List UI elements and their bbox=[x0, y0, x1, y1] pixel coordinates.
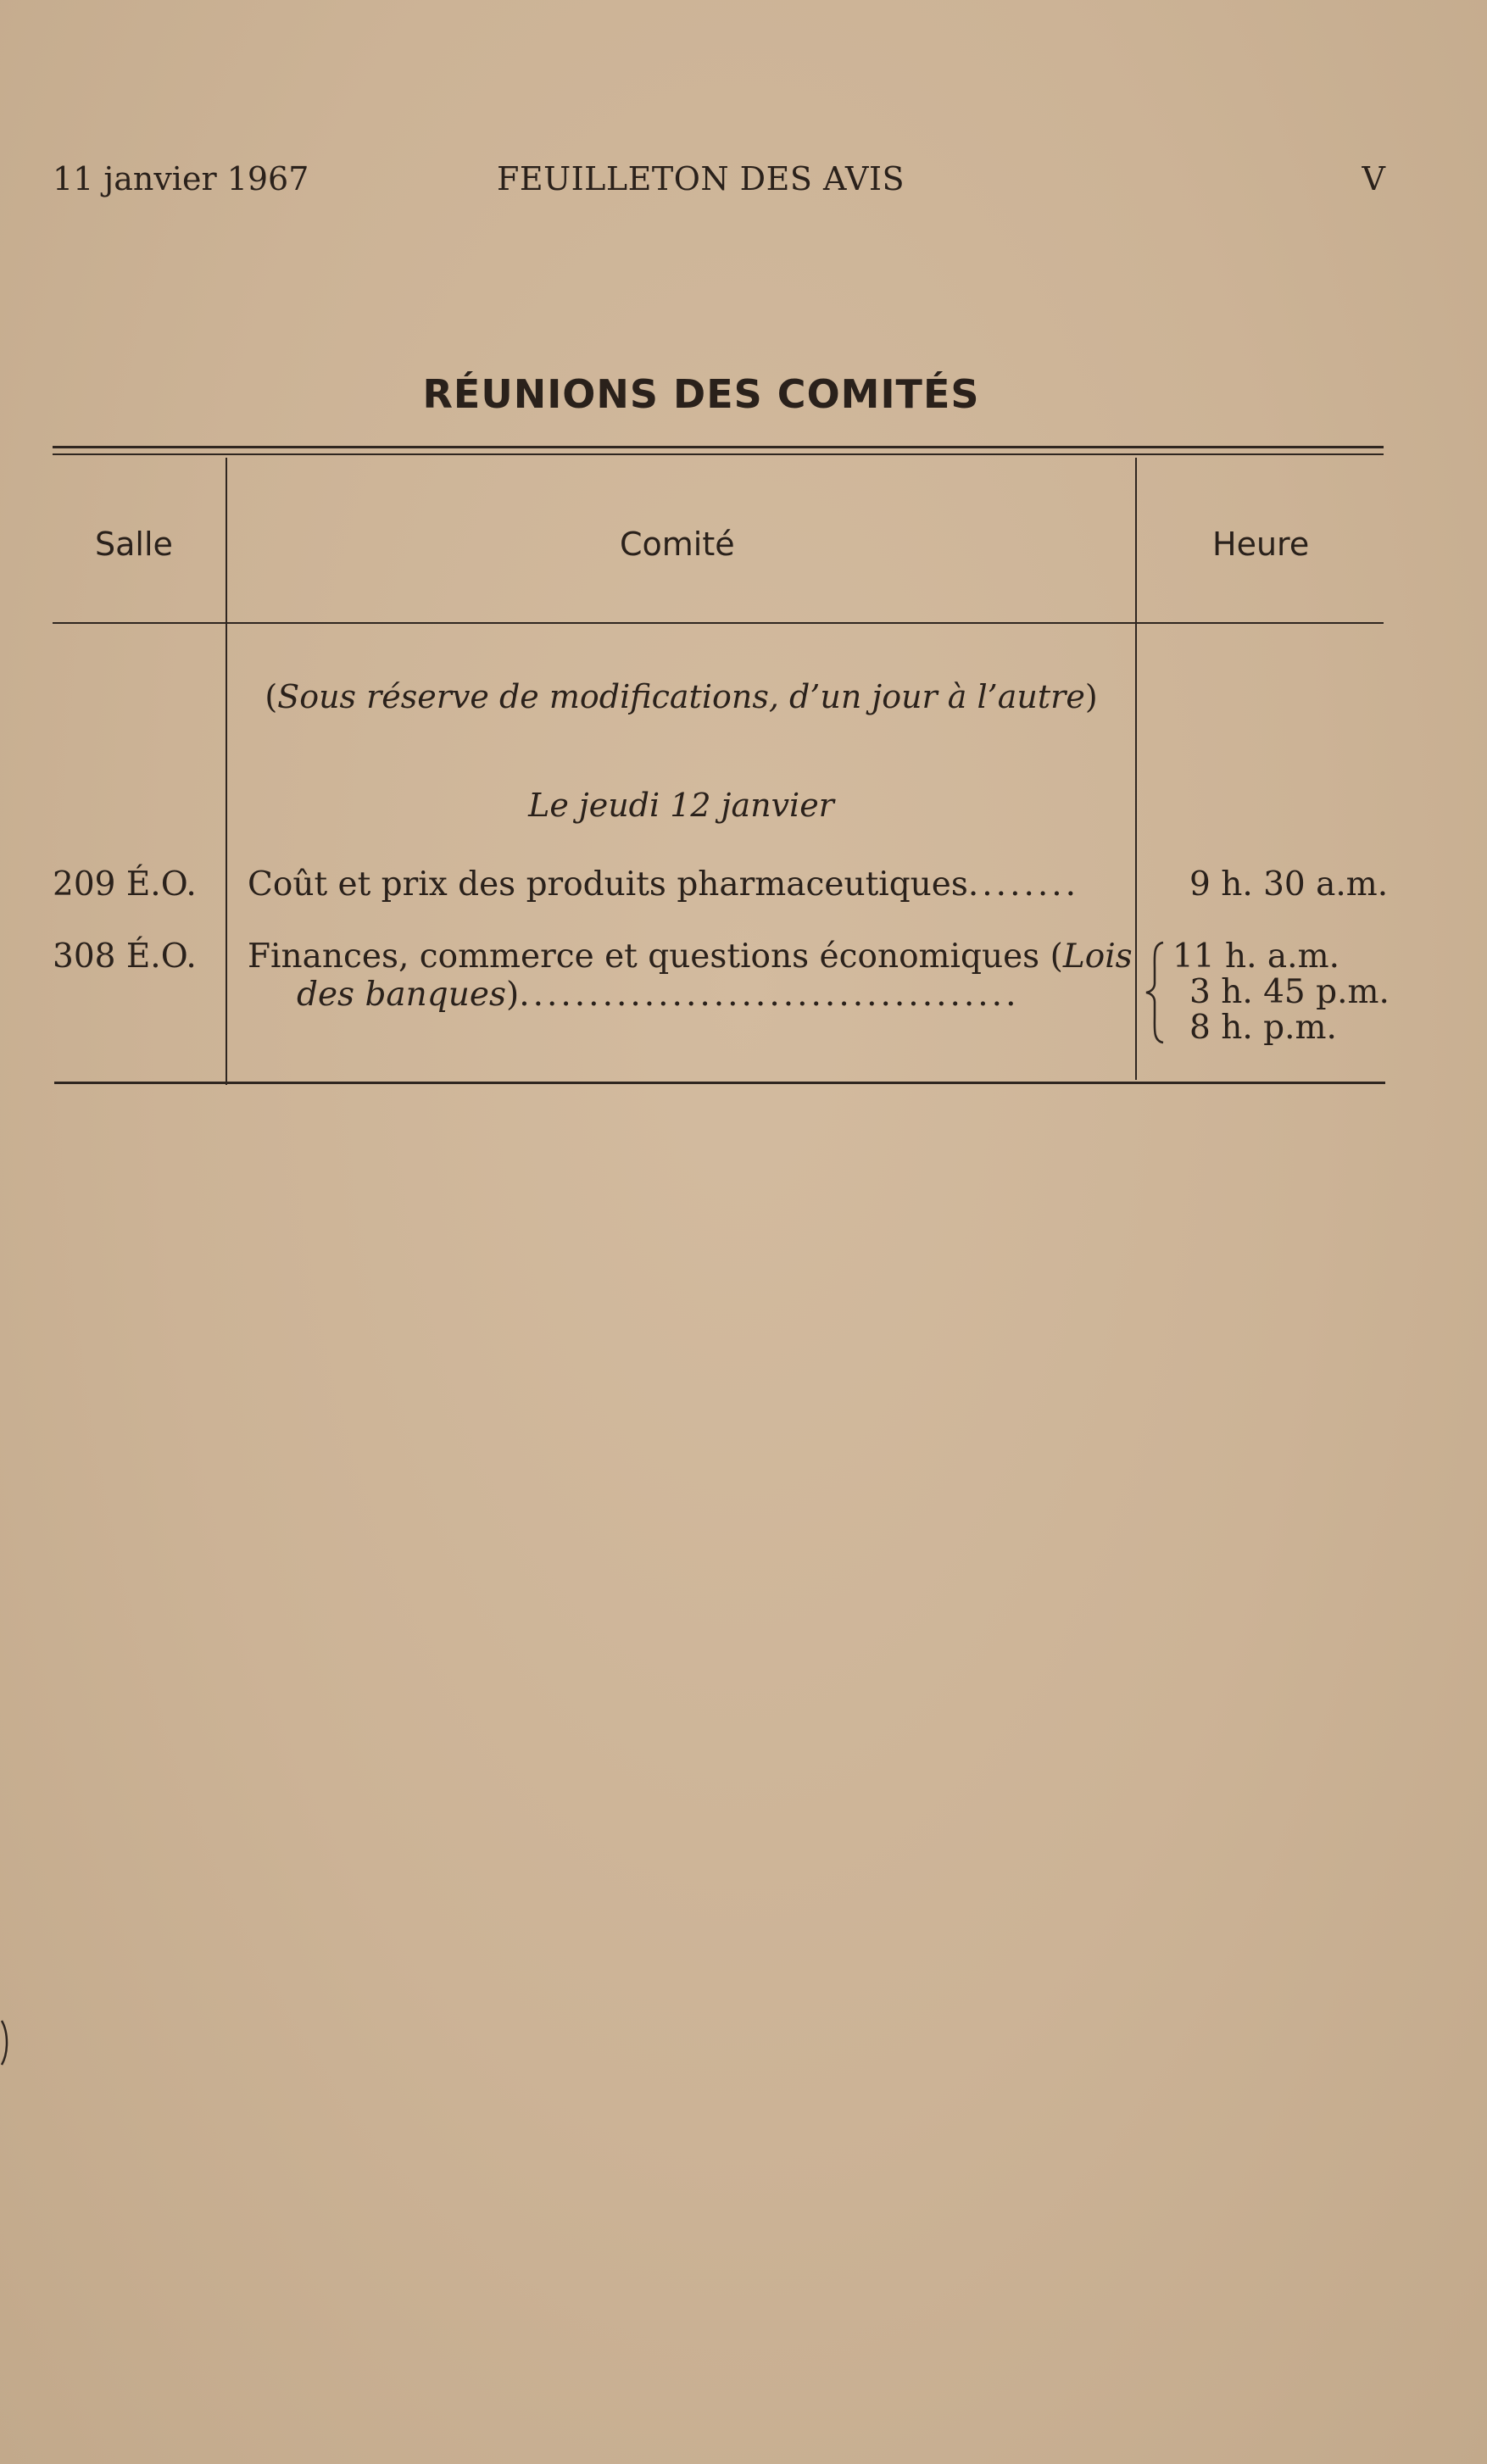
row-1-time: 9 h. 30 a.m. bbox=[1189, 865, 1389, 904]
row-2-committee-close: ) bbox=[505, 976, 520, 1014]
note-open-paren: ( bbox=[265, 678, 278, 715]
row-2-time-2: 3 h. 45 p.m. bbox=[1189, 973, 1390, 1011]
row-2-committee-italic: Lois bbox=[1062, 937, 1133, 976]
column-header-comite: Comité bbox=[620, 526, 735, 563]
row-2-committee-name: Finances, commerce et questions économiques ( bbox=[248, 937, 1063, 976]
row-2-dot-leaders: .................................... bbox=[519, 976, 1020, 1014]
schedule-note bbox=[227, 678, 1135, 715]
running-head bbox=[53, 158, 1385, 200]
column-header-salle: Salle bbox=[95, 526, 173, 563]
header-date: 11 janvier 1967 bbox=[53, 160, 309, 197]
header-journal-title: FEUILLETON DES AVIS bbox=[497, 160, 905, 197]
row-1-committee bbox=[248, 865, 1079, 905]
column-header-heure: Heure bbox=[1212, 526, 1310, 563]
table-top-rule-inner bbox=[53, 453, 1384, 455]
page-title: RÉUNIONS DES COMITÉS bbox=[422, 371, 980, 417]
column-divider-heure bbox=[1135, 458, 1137, 1080]
note-text: Sous réserve de modifications, d’un jour à l’autre bbox=[277, 678, 1085, 715]
note-close-paren: ) bbox=[1084, 678, 1098, 715]
row-2-time-1: 11 h. a.m. bbox=[1172, 937, 1339, 976]
table-top-rule bbox=[53, 446, 1384, 448]
time-brace-icon bbox=[1144, 941, 1167, 1044]
column-divider-salle bbox=[226, 458, 227, 1085]
row-2-room: 308 É.O. bbox=[53, 937, 197, 976]
row-1-dot-leaders: ........ bbox=[967, 865, 1080, 904]
row-1-room: 209 É.O. bbox=[53, 865, 197, 904]
row-2-committee-line-1 bbox=[248, 937, 1133, 977]
row-2-time-3: 8 h. p.m. bbox=[1189, 1009, 1337, 1047]
page-edge-mark bbox=[0, 2017, 12, 2068]
row-2-committee-continuation: des banques bbox=[297, 976, 506, 1014]
row-2-committee-line-2 bbox=[297, 975, 1019, 1015]
table-header-rule bbox=[53, 622, 1384, 624]
table-bottom-rule bbox=[54, 1082, 1385, 1084]
header-page-number: V bbox=[1362, 160, 1385, 197]
meeting-day: Le jeudi 12 janvier bbox=[528, 787, 834, 824]
row-1-committee-name: Coût et prix des produits pharmaceutiques bbox=[248, 865, 968, 904]
